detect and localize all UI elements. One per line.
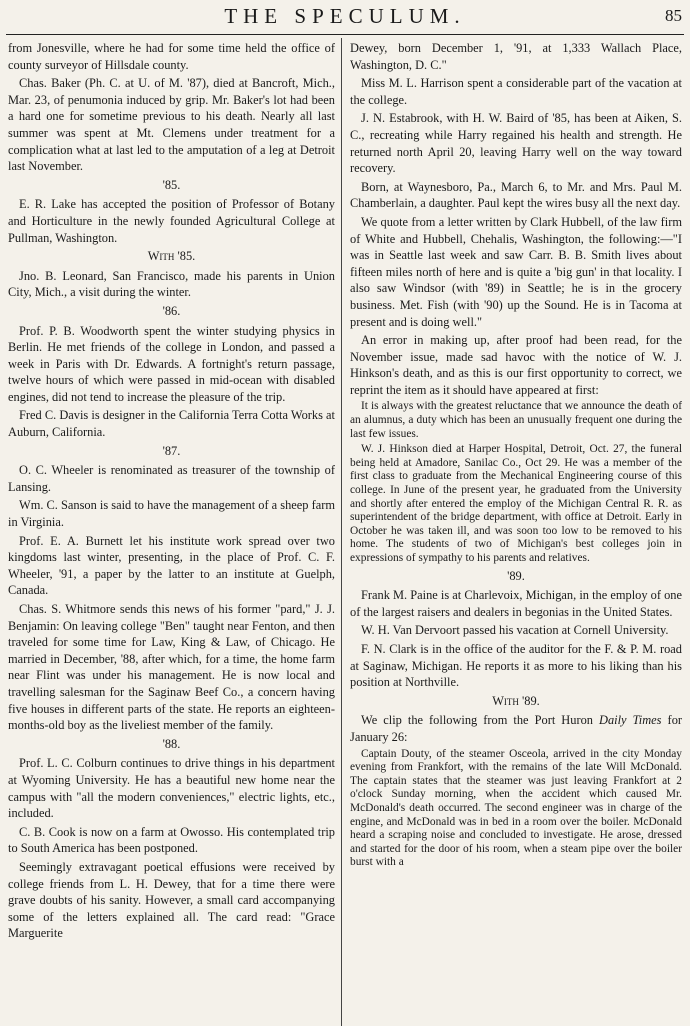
quoted-paragraph: Captain Douty, of the steamer Osceola, arrived in the city Monday evening from Frankfort, with the remains of the late Will McDonald. The captain states that the steamer was just leaving Frankfort at 2 o'clock Sunday morning, when the accident which caused Mr. McDonald's death occurred. The second engineer was in charge of the engine, and McDonald was in bed in a room over the boiler. McDonald heard a scraping noise and concluded to investigate. He arose, dressed and started for the door of his room, when a steam pipe over the boiler burst with a (350, 747, 682, 869)
newspaper-title: Daily Times (599, 713, 662, 728)
page-header (0, 0, 690, 40)
column-divider (341, 38, 342, 1026)
header-rule (6, 34, 684, 35)
paragraph: Dewey, born December 1, '91, at 1,333 Wallach Place, Washington, D. C." (350, 41, 682, 72)
class-heading: '88. (162, 736, 181, 751)
paragraph: We quote from a letter written by Clark Hubbell, of the law firm of White and Hubbell, Chehalis, Washington, the following:—"I was in Seattle last week and saw Carr. B. B. Smith lives about fifteen miles north of here and is quite a 'big gun' in that locality. I also saw Windsor (with '89) in Seattle; he is in the grocery business. Met. Fish (with '90) up the Sound. He is in Tacoma at present and is doing well." (350, 214, 682, 329)
paragraph: W. H. Van Dervoort passed his vacation at Cornell University. (361, 623, 669, 638)
paragraph: Wm. C. Sanson is said to have the management of a sheep farm in Virginia. (8, 498, 335, 530)
quoted-paragraph: It is always with the greatest reluctance that we announce the death of an alumnus, a duty which has been an unusually frequent one during the last few issues. (350, 400, 682, 440)
page-number: 85 (665, 6, 682, 25)
paragraph: Prof. L. C. Colburn continues to drive things in his department at Wyoming University. He has a beautiful new home near the campus with "all the modern conveniences," electric lights, etc., included. (8, 756, 335, 821)
paragraph: J. N. Estabrook, with H. W. Baird of '85, has been at Aiken, S. C., recreating while Harry regained his health and strength. He returned north April 20, leaving Harry well on the way toward recovery. (350, 111, 682, 176)
paragraph: Chas. S. Whitmore sends this news of his former "pard," J. J. Benjamin: On leaving college "Ben" taught near Fenton, and then traveled for some time for Law, King & Law, of Chicago. He married in December, '88, after which, for a time, the home farm near Flint was under his management. He is now local and travelling salesman for the Saginaw Beef Co., a concern having five houses in different parts of the state. He reports an eighteen-months-old boy as the liveliest member of the family. (8, 602, 335, 733)
paragraph-text: for January 26: (350, 713, 682, 744)
paragraph: E. R. Lake has accepted the position of Professor of Botany and Horticulture in the newly founded Agricultural College at Pullman, Washington. (8, 197, 335, 245)
right-column (350, 40, 682, 1024)
paragraph: C. B. Cook is now on a farm at Owosso. His contemplated trip to South America has been postponed. (8, 824, 335, 856)
paragraph: Born, at Waynesboro, Pa., March 6, to Mr. and Mrs. Paul M. Chamberlain, a daughter. Paul kept the wires busy all the next day. (350, 179, 682, 211)
paragraph: Prof. P. B. Woodworth spent the winter studying physics in Berlin. He met friends of the college in London, and passed a week in Paris with Dr. Edwards. A fortnight's return passage, twelve hours of which were passed in mid-ocean with disabled engines, did not tend to increase the pleasure of the trip. (8, 323, 335, 404)
paragraph: Fred C. Davis is designer in the California Terra Cotta Works at Auburn, California. (8, 408, 335, 440)
paragraph: O. C. Wheeler is renominated as treasurer of the township of Lansing. (8, 463, 335, 494)
journal-title: THE SPECULUM. (224, 4, 466, 28)
class-heading: '87. (162, 443, 181, 458)
paragraph: An error in making up, after proof had been read, for the November issue, made sad havoc with the notice of W. J. Hinkson's death, and as this is our first opportunity to correct, we reprint the item as it should have appeared at first: (350, 333, 682, 397)
class-heading: With '89. (492, 693, 540, 708)
class-heading: '89. (507, 568, 525, 583)
class-heading: '86. (162, 303, 181, 318)
paragraph (350, 712, 682, 745)
class-heading: '85. (162, 177, 181, 192)
class-heading: With '85. (147, 249, 196, 264)
paragraph: from Jonesville, where he had for some time held the office of county surveyor of Hillsdale county. (8, 41, 335, 72)
paragraph: Jno. B. Leonard, San Francisco, made his parents in Union City, Mich., a visit during the winter. (8, 268, 335, 300)
paragraph: Chas. Baker (Ph. C. at U. of M. '87), died at Bancroft, Mich., Mar. 23, of penumonia induced by grip. Mr. Baker's lot had been a hard one for sometime previous to his death. Nearly all last summer was spent at Mt. Clemens under treatment for a complication what at last led to the amputation of a leg at Detroit last November. (8, 76, 335, 174)
paragraph: Miss M. L. Harrison spent a considerable part of the vacation at the college. (350, 76, 682, 107)
paragraph: Seemingly extravagant poetical effusions were received by college friends from L. H. Dewey, that for a time there were grave doubts of his sanity. However, a small card accompanying some of the letters explained all. The card read: "Grace Marguerite (8, 859, 335, 941)
paragraph: Frank M. Paine is at Charlevoix, Michigan, in the employ of one of the largest raisers and dealers in begonias in the United States. (350, 588, 682, 619)
paragraph-text: We clip the following from the Port Huron (361, 713, 600, 728)
left-column (8, 40, 335, 1024)
paragraph: Prof. E. A. Burnett let his institute work spread over two kingdoms last winter, presenting, in the place of Prof. C. F. Wheeler, '91, a paper by the latter to an institute at Guelph, Canada. (8, 533, 335, 598)
quoted-paragraph: W. J. Hinkson died at Harper Hospital, Detroit, Oct. 27, the funeral being held at Amadore, Sanilac Co., Oct 29. He was a member of the first class to graduate from the Mechanical Engineering course of this college. In June of the present year, he graduated from the University and shortly after entered the employ of the Michigan Central R. R. as superintendent of the bridge department, with office at Detroit. Early in October he was taken ill, and was soon too low to be removed to his home. The students of two of Michigan's best colleges join in expressions of sympathy to his parents and relatives. (350, 443, 682, 564)
paragraph: F. N. Clark is in the office of the auditor for the F. & P. M. road at Saginaw, Michigan. He reports it as more to his liking than his position at Northville. (350, 641, 682, 690)
